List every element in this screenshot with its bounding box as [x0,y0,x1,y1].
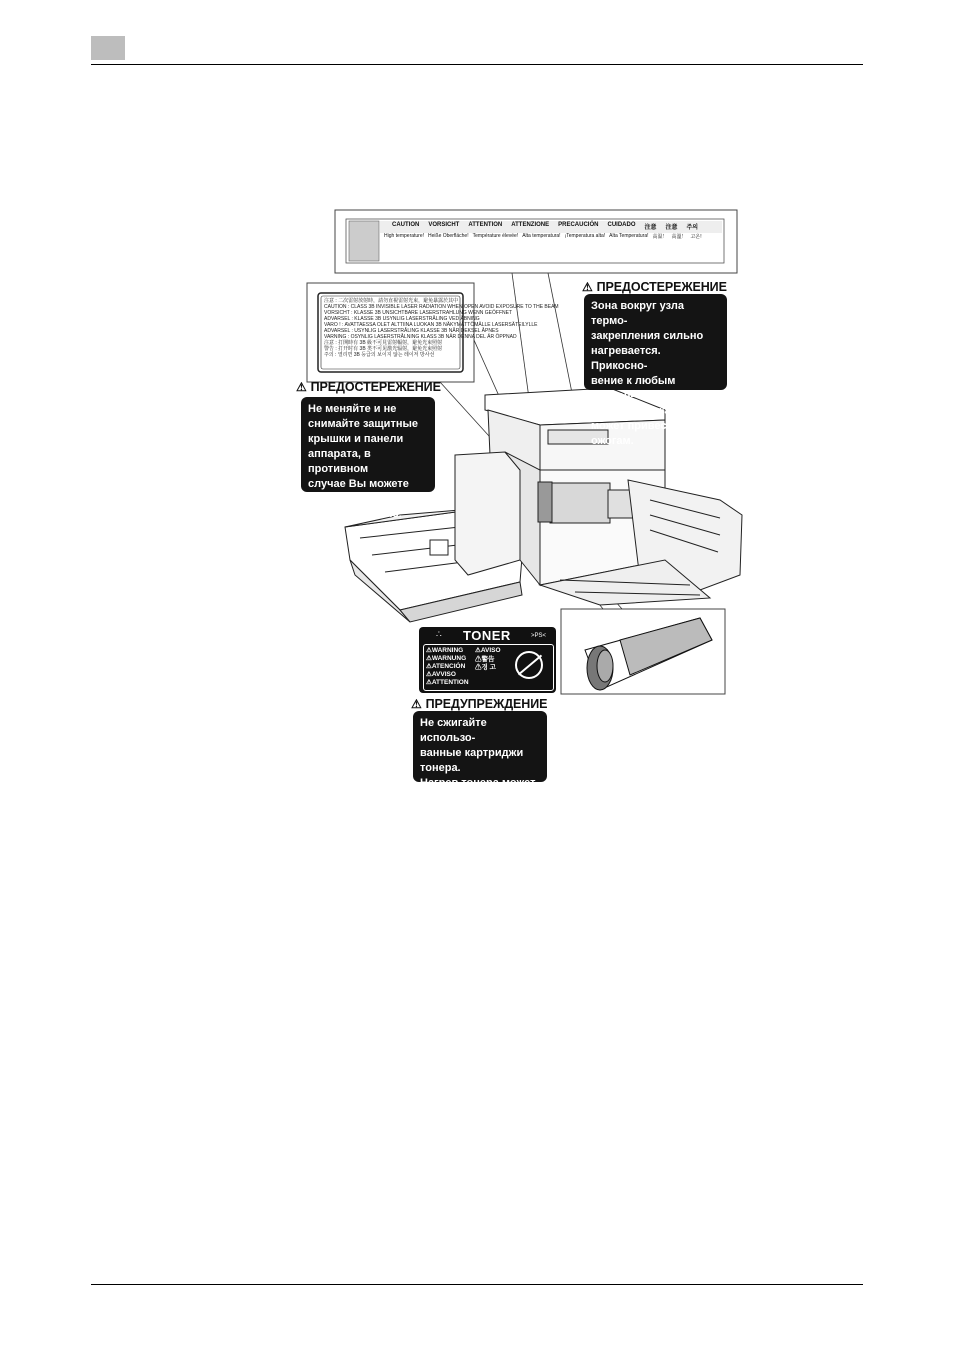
laser-label-row: VORSICHT : KLASSE 3B UNSICHTBARE LASERSTRAHLUNG WENN GEÖFFNET [324,310,512,316]
toner-label-code: >PS< [531,633,547,639]
caution-heading: CUIDADO [607,222,636,228]
callout-line: ванные картриджи [420,747,524,759]
callout-line: Нагрев тонера может [420,777,536,789]
fuser-caution-headings [392,222,722,231]
toner-warning: ⚠ATTENTION [426,679,469,686]
caution-text: Température élevée! [472,233,519,239]
caution-text: High temperature! [384,233,425,239]
caution-text: 高溫！ [671,234,687,240]
laser-label-row: 注意 : 二次雷射放射時，請勿直視雷射光束，避免暴露於其中 [324,298,459,304]
toner-callout-title: ⚠ ПРЕДУПРЕЖДЕНИЕ [411,697,548,711]
toner-label-title: TONER [463,628,511,643]
caution-heading: CAUTION [392,222,420,228]
toner-label [419,627,556,693]
laser-label-row: CAUTION : CLASS 3B INVISIBLE LASER RADIATION WHEN OPEN AVOID EXPOSURE TO THE BEAM [324,304,559,310]
callout-line: аппарата, в противном [308,448,371,475]
callout-line: вение к любым элемен- [591,375,676,402]
callout-line: крышки и панели [308,433,404,445]
callout-line: ожогам. [591,435,634,447]
callout-line: закрепления сильно [591,330,704,342]
laser-callout [301,397,435,520]
fuser-callout-title: ⚠ ПРЕДОСТЕРЕЖЕНИЕ [582,280,727,294]
fuser-callout [584,294,727,447]
callout-line: Зона вокруг узла термо- [591,300,685,327]
laser-label-row: 주의 : 열리면 3B 등급의 보이지 않는 레이저 방사선 [324,352,435,358]
toner-warning: ⚠경 고 [475,664,496,671]
callout-line: снимайте защитные [308,418,418,430]
callout-line: может привести к [591,420,688,432]
toner-warning: ⚠警告 [475,656,495,663]
toner-warning: ⚠ATENCIÓN [426,663,466,670]
fuser-label-icon [349,221,379,261]
callout-line: случае Вы можете [308,478,409,490]
caution-text: 高温！ [652,234,668,240]
callout-line: нагревается. Прикосно- [591,345,661,372]
toner-warning: ⚠AVISO [475,647,501,654]
toner-dots-icon: ∴ [436,629,442,639]
laser-callout-title: ⚠ ПРЕДОСТЕРЕЖЕНИЕ [296,380,441,394]
caution-heading: PRECAUCIÓN [558,222,599,228]
caution-text: 고온! [690,234,702,240]
toner-warning: ⚠WARNUNG [426,655,467,662]
laser-label-row: VARO ! : AVATTAESSA OLET ALTTIINA LUOKAN 3B NÄKYMÄTTÖMÄLLE LASERSÄTEILYLLE [324,322,538,328]
callout-line: Не меняйте и не [308,403,397,415]
caution-heading: VORSICHT [428,222,460,228]
warning-triangle-icon: ⚠ [582,280,593,294]
fuser-caution-text [384,233,722,240]
toner-warning: ⚠WARNING [426,647,464,654]
toner-callout [413,711,547,804]
callout-line: тонера. [420,762,461,774]
caution-heading: ATTENZIONE [511,222,550,228]
callout-line: привести к взрыву. [420,792,526,804]
laser-label-row: ADVARSEL : USYNLIG LASERSTRÅLING KLASSE 3B NÅR DEKSEL ÅPNES [324,328,499,334]
callout-line: Не сжигайте использо- [420,717,487,744]
warning-triangle-icon: ⚠ [296,380,307,394]
laser-label-row: 警告 : 打开时有 3B 类不可见激光辐射，避免光束照射 [324,346,443,352]
caution-text: Alta temperatura! [522,233,561,239]
caution-text: Heiße Oberfläche! [428,233,469,239]
laser-label-row: ADVARSEL : KLASSE 3B USYNLIG LASERSTRÅLING VED ÅBNING [324,316,480,322]
caution-text: Alta Temperatura! [609,233,649,239]
caution-heading: 注意 [665,225,678,231]
callout-line: ному излучению. [308,508,402,520]
callout-line: подвергнуться лазер- [308,493,428,505]
callout-line: там, кроме указанных, [591,405,715,417]
caution-heading: 주의 [686,225,699,231]
caution-heading: ATTENTION [468,222,503,228]
laser-label-row: VARNING : OSYNLIG LASERSTRÅLNING KLASS 3B NÄR DENNA DEL ÄR ÖPPNAD [324,334,517,340]
laser-label-row: 注意 : 打開時有 3B 級不可見雷射輻射，避免光束照射 [324,340,443,346]
toner-warning: ⚠AVVISO [426,671,456,678]
laser-label-text [324,298,559,366]
caution-text: ¡Temperatura alta! [564,233,606,239]
caution-heading: 注意 [644,225,657,231]
warning-triangle-icon: ⚠ [411,697,422,711]
